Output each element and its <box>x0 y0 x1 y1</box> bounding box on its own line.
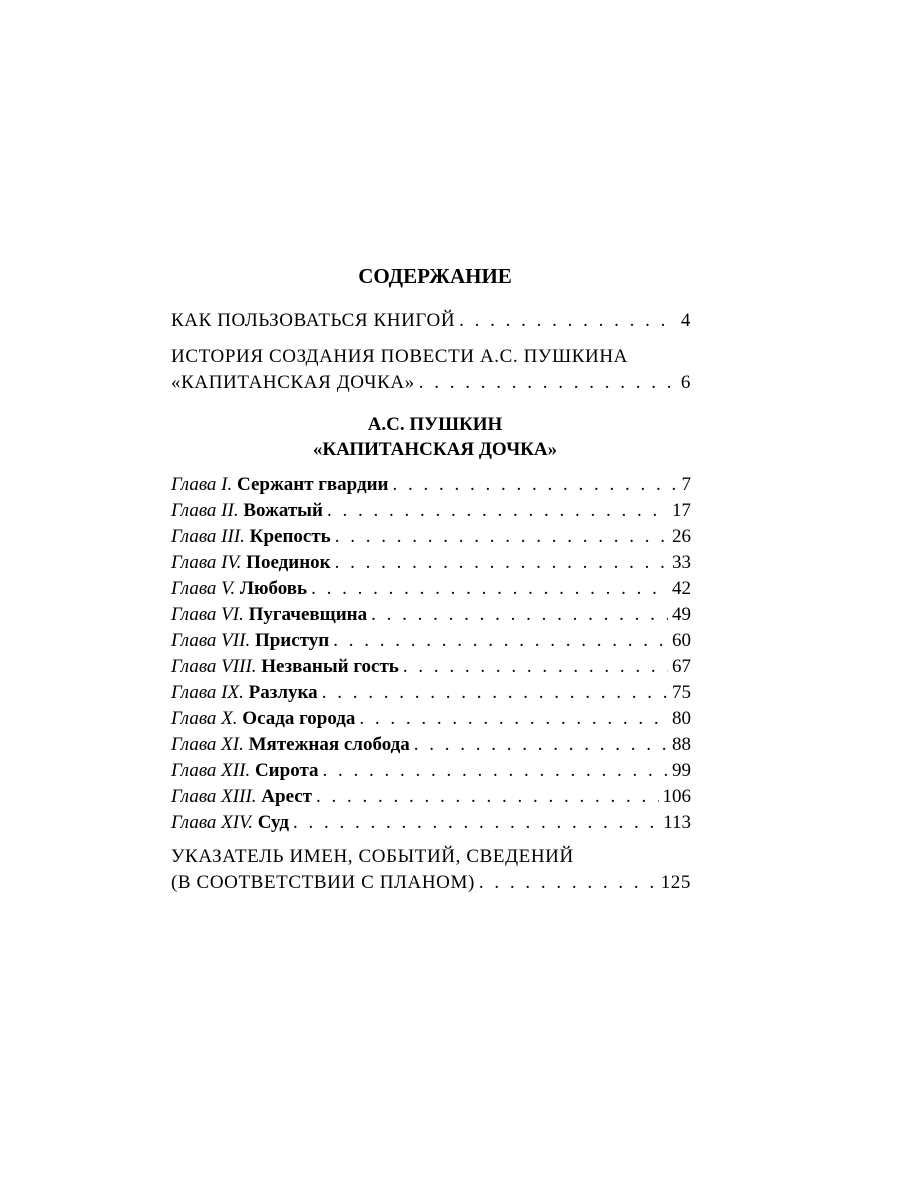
chapter-name: Разлука <box>248 682 318 703</box>
chapter-label: Глава VI. <box>171 604 244 625</box>
toc-entry-chapter[interactable] <box>171 472 691 498</box>
toc-entry-chapter[interactable] <box>171 680 691 706</box>
chapter-name: Любовь <box>239 578 308 599</box>
chapter-page: 26 <box>672 526 691 547</box>
work-author: А.С. ПУШКИН <box>367 414 503 435</box>
chapter-page: 17 <box>672 500 691 521</box>
dot-leader <box>311 576 668 602</box>
entry-page: 4 <box>680 310 691 331</box>
toc-entry-history[interactable] <box>171 344 691 396</box>
chapter-label: Глава I. <box>171 474 233 495</box>
dot-leader <box>333 628 668 654</box>
toc-entry-chapter[interactable] <box>171 706 691 732</box>
dot-leader <box>293 810 659 836</box>
chapter-name: Вожатый <box>243 500 323 521</box>
entry-title: КАК ПОЛЬЗОВАТЬСЯ КНИГОЙ <box>171 310 456 331</box>
chapter-name: Поединок <box>246 552 331 573</box>
chapter-name: Крепость <box>249 526 331 547</box>
chapter-name: Сержант гвардии <box>237 474 389 495</box>
chapter-title <box>171 550 331 576</box>
chapter-title <box>171 654 399 680</box>
toc-entry-index[interactable] <box>171 844 691 896</box>
chapter-page: 113 <box>663 812 691 833</box>
dot-leader <box>479 870 657 896</box>
chapter-name: Суд <box>257 812 289 833</box>
chapter-name: Незваный гость <box>261 656 399 677</box>
toc-heading: СОДЕРЖАНИЕ <box>358 264 512 288</box>
dot-leader <box>323 758 668 784</box>
dot-leader <box>371 602 668 628</box>
chapter-label: Глава X. <box>171 708 238 729</box>
entry-page: 125 <box>660 872 691 893</box>
work-title: «КАПИТАНСКАЯ ДОЧКА» <box>312 439 558 460</box>
toc-entry-chapter[interactable] <box>171 784 691 810</box>
chapter-name: Сирота <box>254 760 319 781</box>
chapter-label: Глава XIV. <box>171 812 254 833</box>
chapter-label: Глава VII. <box>171 630 251 651</box>
table-of-contents <box>171 262 691 896</box>
chapter-title <box>171 498 323 524</box>
chapter-title <box>171 576 307 602</box>
chapter-title <box>171 680 318 706</box>
chapter-page: 33 <box>672 552 691 573</box>
chapter-label: Глава VIII. <box>171 656 257 677</box>
dot-leader <box>414 732 668 758</box>
chapter-label: Глава IX. <box>171 682 244 703</box>
entry-page: 6 <box>680 372 691 393</box>
toc-entry-chapter[interactable] <box>171 810 691 836</box>
toc-entry-chapter[interactable] <box>171 628 691 654</box>
toc-entry-chapter[interactable] <box>171 550 691 576</box>
chapter-label: Глава II. <box>171 500 239 521</box>
chapter-list <box>171 472 691 836</box>
chapter-name: Пугачевщина <box>248 604 368 625</box>
toc-entry-chapter[interactable] <box>171 576 691 602</box>
toc-entry-chapter[interactable] <box>171 732 691 758</box>
chapter-label: Глава XI. <box>171 734 244 755</box>
chapter-label: Глава IV. <box>171 552 242 573</box>
chapter-page: 7 <box>681 474 691 495</box>
dot-leader <box>359 706 668 732</box>
entry-title-line-1: УКАЗАТЕЛЬ ИМЕН, СОБЫТИЙ, СВЕДЕНИЙ <box>171 846 574 867</box>
chapter-name: Осада города <box>242 708 356 729</box>
dot-leader <box>403 654 668 680</box>
dot-leader <box>459 308 677 334</box>
dot-leader <box>316 784 658 810</box>
dot-leader <box>335 524 668 550</box>
chapter-title <box>171 706 355 732</box>
chapter-title <box>171 628 329 654</box>
chapter-page: 106 <box>662 786 691 807</box>
chapter-title <box>171 758 319 784</box>
chapter-name: Арест <box>261 786 313 807</box>
chapter-title <box>171 810 289 836</box>
chapter-label: Глава XIII. <box>171 786 257 807</box>
chapter-name: Приступ <box>254 630 330 651</box>
chapter-page: 80 <box>672 708 691 729</box>
dot-leader <box>335 550 668 576</box>
toc-entry-how-to-use[interactable] <box>171 308 691 334</box>
chapter-label: Глава V. <box>171 578 236 599</box>
chapter-page: 67 <box>672 656 691 677</box>
toc-entry-chapter[interactable] <box>171 758 691 784</box>
chapter-title <box>171 524 331 550</box>
chapter-page: 75 <box>672 682 691 703</box>
chapter-label: Глава III. <box>171 526 245 547</box>
toc-entry-chapter[interactable] <box>171 498 691 524</box>
chapter-label: Глава XII. <box>171 760 251 781</box>
dot-leader <box>322 680 668 706</box>
dot-leader <box>419 370 677 396</box>
chapter-title <box>171 784 312 810</box>
chapter-title <box>171 472 389 498</box>
chapter-name: Мятежная слобода <box>248 734 410 755</box>
chapter-page: 99 <box>672 760 691 781</box>
toc-entry-chapter[interactable] <box>171 654 691 680</box>
chapter-page: 60 <box>672 630 691 651</box>
entry-title-line-1: ИСТОРИЯ СОЗДАНИЯ ПОВЕСТИ А.С. ПУШКИНА <box>171 346 628 367</box>
toc-entry-chapter[interactable] <box>171 602 691 628</box>
chapter-page: 49 <box>672 604 691 625</box>
entry-title-line-2: «КАПИТАНСКАЯ ДОЧКА» <box>171 372 415 393</box>
chapter-page: 88 <box>672 734 691 755</box>
dot-leader <box>393 472 678 498</box>
chapter-title <box>171 602 367 628</box>
entry-title-line-2: (В СООТВЕТСТВИИ С ПЛАНОМ) <box>171 872 475 893</box>
chapter-page: 42 <box>672 578 691 599</box>
dot-leader <box>327 498 668 524</box>
chapter-title <box>171 732 410 758</box>
toc-entry-chapter[interactable] <box>171 524 691 550</box>
